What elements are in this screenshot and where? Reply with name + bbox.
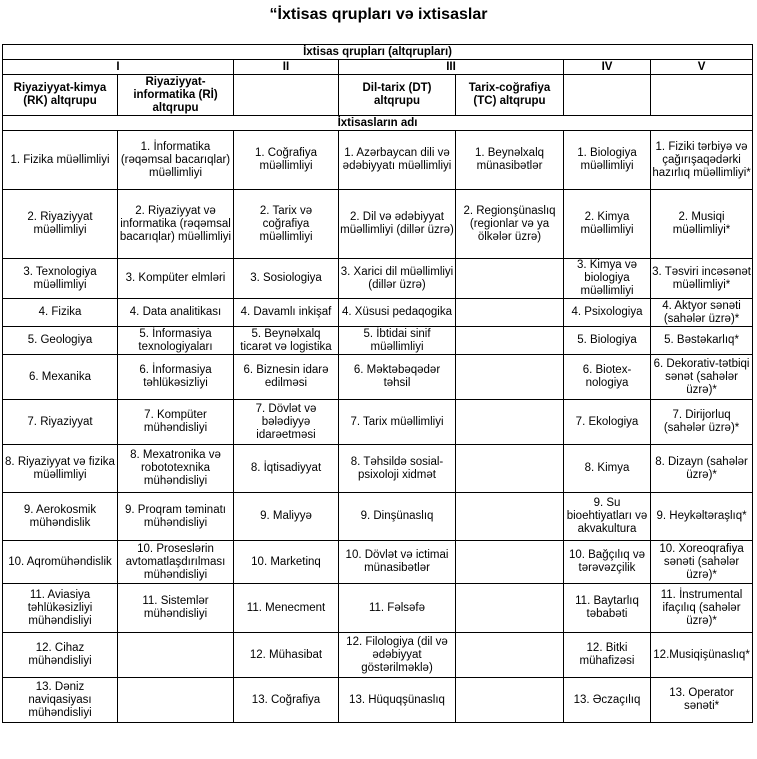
table-cell: 11. Sistemlər mühəndisliyi: [118, 584, 234, 633]
table-cell: 13. Hüquqşünaslıq: [339, 678, 456, 723]
table-cell: 13. Operator sənəti*: [651, 678, 753, 723]
table-row: [3, 493, 753, 541]
table-cell: 12. Bitki mühafizəsi: [564, 633, 651, 678]
table-cell: 11. İnstrumental ifaçılıq (sahələr üzrə)*: [651, 584, 753, 633]
table-cell: 4. Xüsusi pedaqogika: [339, 299, 456, 327]
subgroup-header-tc: Tarix-coğrafiya (TC) altqrupu: [456, 75, 564, 116]
table-cell: 13. Dəniz naviqasiyası mühəndisliyi: [3, 678, 118, 723]
table-cell: [118, 633, 234, 678]
table-row: [3, 633, 753, 678]
table-cell: 4. Davamlı inkişaf: [234, 299, 339, 327]
table-row: [3, 678, 753, 723]
table-row: [3, 400, 753, 445]
subgroup-header-empty-4: [564, 75, 651, 116]
table-cell: 7. Kompüter mühəndisliyi: [118, 400, 234, 445]
table-cell: 5. Bəstəkarlıq*: [651, 327, 753, 355]
table-cell: 11. Menecment: [234, 584, 339, 633]
subgroup-header-empty-5: [651, 75, 753, 116]
table-cell: 1. Biologiya müəllimliyi: [564, 131, 651, 190]
table-row: [3, 445, 753, 493]
table-cell: 5. Geologiya: [3, 327, 118, 355]
table-cell: 7. Ekologiya: [564, 400, 651, 445]
table-cell: 12. Filologiya (dil və ədəbiyyat göstərilməklə): [339, 633, 456, 678]
table-cell: [456, 259, 564, 299]
table-cell: 4. Data analitikası: [118, 299, 234, 327]
table-cell: 8. Təhsildə sosial-psixoloji xidmət: [339, 445, 456, 493]
table-cell: 2. Regionşünaslıq (regionlar və ya ölkələr üzrə): [456, 190, 564, 259]
table-cell: 6. Mexanika: [3, 355, 118, 400]
table-row: [3, 259, 753, 299]
table-cell: [456, 445, 564, 493]
subgroup-header-rk: Riyaziyyat-kimya (RK) altqrupu: [3, 75, 118, 116]
table-cell: 1. Fizika müəllimliyi: [3, 131, 118, 190]
table-cell: 6. Biotex-nologiya: [564, 355, 651, 400]
table-cell: 3. Kimya və biologiya müəllimliyi: [564, 259, 651, 299]
specialties-table: [2, 44, 753, 723]
table-cell: 13. Əczaçılıq: [564, 678, 651, 723]
table-cell: 6. Biznesin idarə edilməsi: [234, 355, 339, 400]
subgroup-header-ri: Riyaziyyat-informatika (Rİ) altqrupu: [118, 75, 234, 116]
table-cell: 8. İqtisadiyyat: [234, 445, 339, 493]
specialties-header: İxtisasların adı: [3, 116, 753, 131]
table-cell: 3. Xarici dil müəllimliyi (dillər üzrə): [339, 259, 456, 299]
table-cell: 7. Riyaziyyat: [3, 400, 118, 445]
table-row: [3, 541, 753, 584]
table-cell: 3. Kompüter elmləri: [118, 259, 234, 299]
table-cell: 7. Dirijorluq (sahələr üzrə)*: [651, 400, 753, 445]
table-cell: 8. Mexatronika və robototexnika mühəndisliyi: [118, 445, 234, 493]
table-row: [3, 190, 753, 259]
table-row: [3, 131, 753, 190]
table-cell: 4. Fizika: [3, 299, 118, 327]
table-cell: 12. Mühasibat: [234, 633, 339, 678]
table-cell: 9. Maliyyə: [234, 493, 339, 541]
table-cell: [456, 355, 564, 400]
group-header-3: III: [339, 60, 564, 75]
table-cell: [456, 678, 564, 723]
table-cell: 9. Su bioehtiyatları və akvakultura: [564, 493, 651, 541]
table-cell: [456, 493, 564, 541]
group-header-2: II: [234, 60, 339, 75]
table-cell: 6. İnformasiya təhlükəsizliyi: [118, 355, 234, 400]
table-cell: 6. Dekorativ-tətbiqi sənət (sahələr üzrə)*: [651, 355, 753, 400]
header-groups-title: İxtisas qrupları (altqrupları): [3, 45, 753, 60]
table-cell: 10. Xoreoqrafiya sənəti (sahələr üzrə)*: [651, 541, 753, 584]
table-cell: 8. Kimya: [564, 445, 651, 493]
table-cell: 3. Təsviri incəsənət müəllimliyi*: [651, 259, 753, 299]
table-cell: [456, 541, 564, 584]
table-cell: 9. Heykəltəraşlıq*: [651, 493, 753, 541]
table-cell: 3. Sosiologiya: [234, 259, 339, 299]
table-cell: 2. Kimya müəllimliyi: [564, 190, 651, 259]
table-cell: 13. Coğrafiya: [234, 678, 339, 723]
table-cell: 10. Marketinq: [234, 541, 339, 584]
table-cell: 7. Dövlət və bələdiyyə idarəetməsi: [234, 400, 339, 445]
table-cell: 1. İnformatika (rəqəmsal bacarıqlar) müəllimliyi: [118, 131, 234, 190]
table-cell: 9. Dinşünaslıq: [339, 493, 456, 541]
table-row: [3, 355, 753, 400]
table-cell: 1. Fiziki tərbiyə və çağırışaqədərki hazırlıq müəllimliyi*: [651, 131, 753, 190]
table-cell: 11. Baytarlıq təbabəti: [564, 584, 651, 633]
table-cell: 11. Aviasiya təhlükəsizliyi mühəndisliyi: [3, 584, 118, 633]
table-cell: 7. Tarix müəllimliyi: [339, 400, 456, 445]
table-cell: 5. Beynəlxalq ticarət və logistika: [234, 327, 339, 355]
table-cell: 1. Coğrafiya müəllimliyi: [234, 131, 339, 190]
table-cell: [118, 678, 234, 723]
page-title: “İxtisas qrupları və ixtisaslar: [269, 6, 488, 23]
table-cell: 4. Psixologiya: [564, 299, 651, 327]
table-cell: 9. Aerokosmik mühəndislik: [3, 493, 118, 541]
table-cell: 10. Dövlət və ictimai münasibətlər: [339, 541, 456, 584]
table-cell: 12. Cihaz mühəndisliyi: [3, 633, 118, 678]
subgroup-header-dt: Dil-tarix (DT) altqrupu: [339, 75, 456, 116]
table-cell: 9. Proqram təminatı mühəndisliyi: [118, 493, 234, 541]
table-cell: 10. Bağçılıq və tərəvəzçilik: [564, 541, 651, 584]
table-row: [3, 299, 753, 327]
table-cell: 6. Məktəbəqədər təhsil: [339, 355, 456, 400]
group-header-1: I: [3, 60, 234, 75]
table-cell: 2. Dil və ədəbiyyat müəllimliyi (dillər üzrə): [339, 190, 456, 259]
table-cell: 4. Aktyor sənəti (sahələr üzrə)*: [651, 299, 753, 327]
table-cell: 2. Musiqi müəllimliyi*: [651, 190, 753, 259]
table-cell: 2. Riyaziyyat və informatika (rəqəmsal bacarıqlar) müəllimliyi: [118, 190, 234, 259]
table-cell: 5. İbtidai sinif müəllimliyi: [339, 327, 456, 355]
table-cell: [456, 633, 564, 678]
table-cell: [456, 299, 564, 327]
subgroup-header-empty-2: [234, 75, 339, 116]
table-cell: 5. Biologiya: [564, 327, 651, 355]
table-cell: 3. Texnologiya müəllimliyi: [3, 259, 118, 299]
table-cell: [456, 400, 564, 445]
table-cell: 1. Beynəlxalq münasibətlər: [456, 131, 564, 190]
table-cell: 12.Musiqişünaslıq*: [651, 633, 753, 678]
table-cell: 2. Riyaziyyat müəllimliyi: [3, 190, 118, 259]
table-cell: 5. İnformasiya texnologiyaları: [118, 327, 234, 355]
table-row: [3, 584, 753, 633]
group-header-5: V: [651, 60, 753, 75]
table-cell: [456, 584, 564, 633]
table-cell: 1. Azərbaycan dili və ədəbiyyatı müəllimliyi: [339, 131, 456, 190]
table-cell: 10. Proseslərin avtomatlaşdırılması mühəndisliyi: [118, 541, 234, 584]
table-cell: 10. Aqromühəndislik: [3, 541, 118, 584]
table-cell: 2. Tarix və coğrafiya müəllimliyi: [234, 190, 339, 259]
table-cell: 8. Dizayn (sahələr üzrə)*: [651, 445, 753, 493]
group-header-4: IV: [564, 60, 651, 75]
table-cell: 8. Riyaziyyat və fizika müəllimliyi: [3, 445, 118, 493]
table-cell: [456, 327, 564, 355]
table-row: [3, 327, 753, 355]
table-cell: 11. Fəlsəfə: [339, 584, 456, 633]
